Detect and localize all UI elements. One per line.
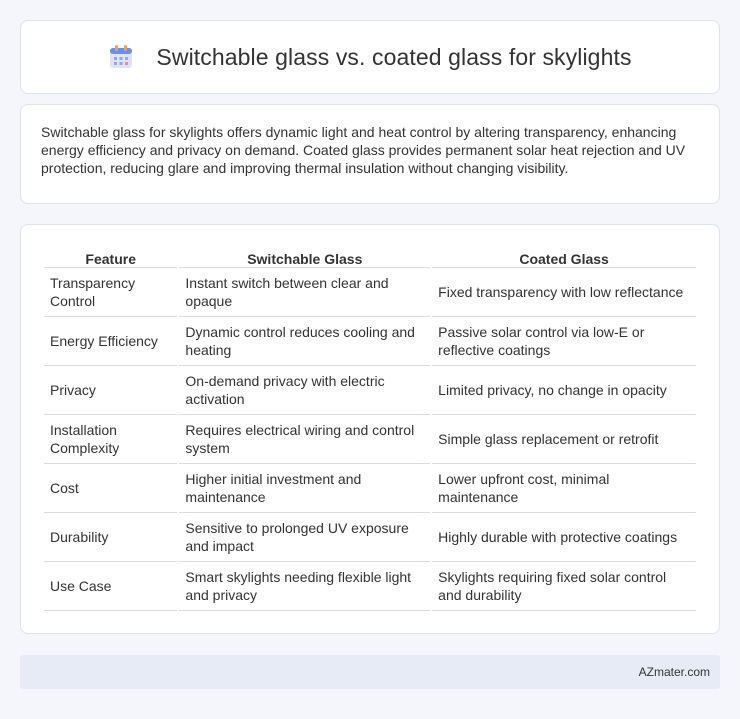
coated-cell: Passive solar control via low-E or reflective coatings	[432, 317, 696, 366]
coated-cell: Highly durable with protective coatings	[432, 513, 696, 562]
switchable-cell: Smart skylights needing flexible light and privacy	[179, 562, 430, 611]
intro-text: Switchable glass for skylights offers dynamic light and heat control by altering transparency, enhancing energy efficiency and privacy on demand. Coated glass provides permanent solar heat rejection and UV protection, reducing glare and improving thermal insulation without changing visibility.	[41, 124, 686, 176]
table-row	[44, 366, 696, 415]
table-row	[44, 513, 696, 562]
header-coated-glass: Coated Glass	[432, 247, 696, 268]
table-row	[44, 464, 696, 513]
switchable-cell: Requires electrical wiring and control system	[179, 415, 430, 464]
coated-cell: Lower upfront cost, minimal maintenance	[432, 464, 696, 513]
switchable-cell: Instant switch between clear and opaque	[179, 268, 430, 317]
page-title: Switchable glass vs. coated glass for skylights	[156, 43, 632, 70]
switchable-cell: Dynamic control reduces cooling and heating	[179, 317, 430, 366]
comparison-card	[20, 224, 720, 634]
table-header-row	[44, 247, 696, 268]
feature-cell: Use Case	[44, 562, 177, 611]
switchable-cell: On-demand privacy with electric activation	[179, 366, 430, 415]
comparison-table	[42, 247, 698, 611]
footer-brand: AZmater.com	[638, 665, 710, 679]
feature-cell: Durability	[44, 513, 177, 562]
feature-cell: Cost	[44, 464, 177, 513]
switchable-cell: Higher initial investment and maintenance	[179, 464, 430, 513]
table-row	[44, 317, 696, 366]
coated-cell: Fixed transparency with low reflectance	[432, 268, 696, 317]
title-card	[20, 20, 720, 94]
table-row	[44, 562, 696, 611]
feature-cell: Privacy	[44, 366, 177, 415]
header-switchable-glass: Switchable Glass	[179, 247, 430, 268]
table-row	[44, 415, 696, 464]
footer	[20, 655, 720, 689]
table-row	[44, 268, 696, 317]
coated-cell: Skylights requiring fixed solar control and durability	[432, 562, 696, 611]
feature-cell: Energy Efficiency	[44, 317, 177, 366]
header-feature: Feature	[44, 247, 177, 268]
feature-cell: Installation Complexity	[44, 415, 177, 464]
feature-cell: Transparency Control	[44, 268, 177, 317]
coated-cell: Limited privacy, no change in opacity	[432, 366, 696, 415]
calendar-icon	[108, 44, 134, 70]
switchable-cell: Sensitive to prolonged UV exposure and impact	[179, 513, 430, 562]
coated-cell: Simple glass replacement or retrofit	[432, 415, 696, 464]
intro-card	[20, 104, 720, 204]
